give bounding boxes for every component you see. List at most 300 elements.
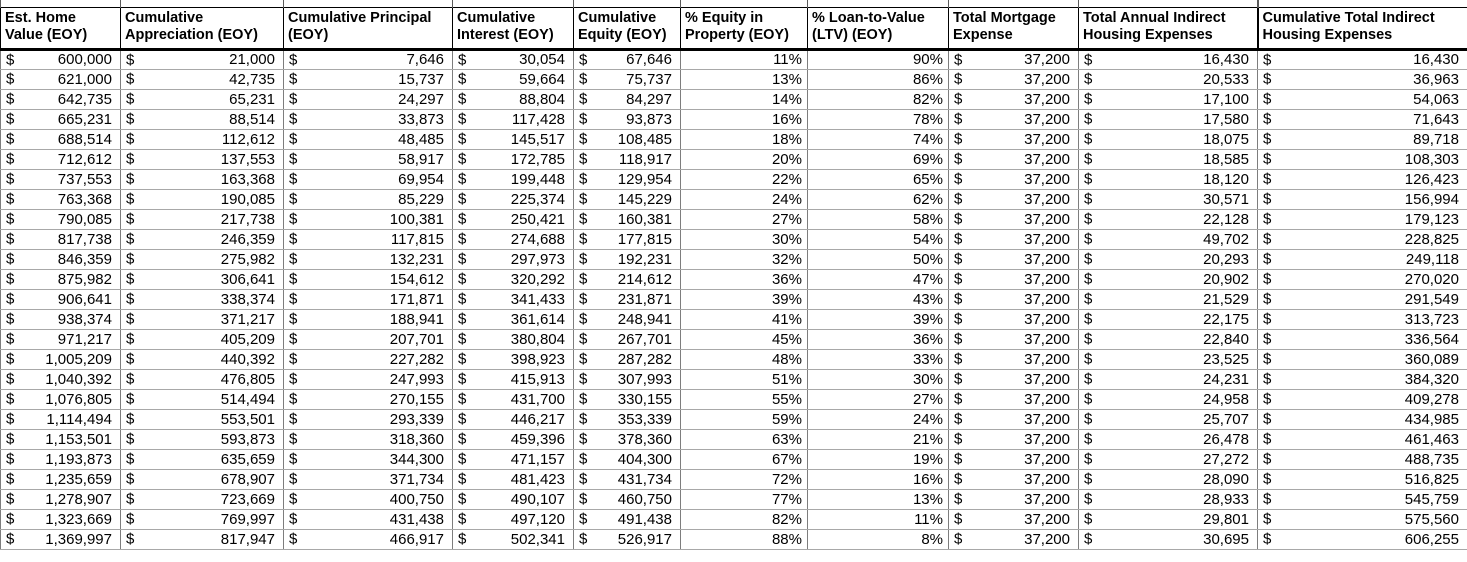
cell-pct_equity[interactable]: 55% [681, 389, 808, 409]
column-header-cum-interest[interactable]: Cumulative Interest (EOY) [453, 7, 574, 49]
cell-cum_principal[interactable] [284, 289, 453, 309]
cell-cum_interest[interactable] [453, 89, 574, 109]
cell-cum_appreciation[interactable] [121, 149, 284, 169]
cell-cum_equity[interactable] [574, 349, 681, 369]
cell-cum_appreciation[interactable] [121, 309, 284, 329]
cell-cum_equity[interactable] [574, 229, 681, 249]
cell-value: 274,688 [510, 230, 565, 248]
cell-pct_equity[interactable]: 20% [681, 149, 808, 169]
cell-home_value[interactable] [1, 69, 121, 89]
cell-cum_total_indirect[interactable] [1258, 309, 1467, 329]
cell-home_value[interactable] [1, 169, 121, 189]
cell-pct_equity[interactable]: 59% [681, 409, 808, 429]
cell-cum_appreciation[interactable] [121, 209, 284, 229]
column-header-pct-ltv[interactable]: % Loan-to-Value (LTV) (EOY) [808, 7, 949, 49]
cell-cum_appreciation[interactable] [121, 509, 284, 529]
cell-total_annual_indirect[interactable] [1079, 389, 1258, 409]
cell-total_mortgage_expense[interactable] [949, 69, 1079, 89]
cell-cum_appreciation[interactable] [121, 229, 284, 249]
column-header-pct-equity[interactable]: % Equity in Property (EOY) [681, 7, 808, 49]
cell-cum_total_indirect[interactable] [1258, 209, 1467, 229]
cell-cum_interest[interactable] [453, 189, 574, 209]
cell-home_value[interactable] [1, 449, 121, 469]
cell-cum_equity[interactable] [574, 49, 681, 69]
column-header-cum-appreciation[interactable]: Cumulative Appreciation (EOY) [121, 7, 284, 49]
cell-total_mortgage_expense[interactable] [949, 149, 1079, 169]
cell-cum_appreciation[interactable] [121, 349, 284, 369]
cell-pct_equity[interactable]: 82% [681, 509, 808, 529]
cell-cum_equity[interactable] [574, 89, 681, 109]
cell-total_mortgage_expense[interactable] [949, 109, 1079, 129]
cell-cum_appreciation[interactable] [121, 89, 284, 109]
cell-cum_interest[interactable] [453, 449, 574, 469]
currency-symbol: $ [458, 90, 467, 108]
cell-cum_total_indirect[interactable] [1258, 109, 1467, 129]
cell-value: 25,707 [1203, 410, 1249, 428]
cell-cum_interest[interactable] [453, 149, 574, 169]
cell-cum_interest[interactable] [453, 509, 574, 529]
cell-cum_total_indirect[interactable] [1258, 409, 1467, 429]
gridline-stub [121, 0, 284, 7]
cell-pct_ltv[interactable]: 78% [808, 109, 949, 129]
cell-cum_appreciation[interactable] [121, 249, 284, 269]
cell-total_mortgage_expense[interactable] [949, 209, 1079, 229]
cell-total_mortgage_expense[interactable] [949, 169, 1079, 189]
gridline-stub [1258, 0, 1467, 7]
cell-cum_interest[interactable] [453, 289, 574, 309]
cell-value: 635,659 [220, 450, 275, 468]
cell-cum_appreciation[interactable] [121, 269, 284, 289]
cell-total_mortgage_expense[interactable] [949, 409, 1079, 429]
currency-symbol: $ [579, 150, 588, 168]
cell-cum_total_indirect[interactable] [1258, 169, 1467, 189]
cell-cum_total_indirect[interactable] [1258, 49, 1467, 69]
cell-total_mortgage_expense[interactable] [949, 329, 1079, 349]
cell-total_mortgage_expense[interactable] [949, 509, 1079, 529]
cell-cum_principal[interactable] [284, 229, 453, 249]
cell-value: 67,646 [626, 51, 672, 69]
cell-cum_principal[interactable] [284, 429, 453, 449]
cell-cum_appreciation[interactable] [121, 129, 284, 149]
cell-total_mortgage_expense[interactable] [949, 89, 1079, 109]
cell-pct_equity[interactable]: 63% [681, 429, 808, 449]
cell-cum_equity[interactable] [574, 249, 681, 269]
cell-cum_principal[interactable] [284, 309, 453, 329]
cell-total_annual_indirect[interactable] [1079, 429, 1258, 449]
cell-total_mortgage_expense[interactable] [949, 269, 1079, 289]
currency-symbol: $ [126, 310, 135, 328]
cell-pct_ltv[interactable]: 19% [808, 449, 949, 469]
cell-pct_ltv[interactable]: 47% [808, 269, 949, 289]
cell-cum_principal[interactable] [284, 69, 453, 89]
cell-cum_interest[interactable] [453, 69, 574, 89]
cell-cum_appreciation[interactable] [121, 329, 284, 349]
cell-cum_principal[interactable] [284, 349, 453, 369]
cell-cum_principal[interactable] [284, 369, 453, 389]
cell-total_annual_indirect[interactable] [1079, 489, 1258, 509]
cell-cum_principal[interactable] [284, 409, 453, 429]
cell-cum_total_indirect[interactable] [1258, 69, 1467, 89]
cell-home_value[interactable] [1, 349, 121, 369]
table-row [1, 309, 1467, 329]
cell-pct_ltv[interactable]: 62% [808, 189, 949, 209]
cell-cum_interest[interactable] [453, 349, 574, 369]
cell-cum_principal[interactable] [284, 329, 453, 349]
cell-cum_appreciation[interactable] [121, 69, 284, 89]
currency-symbol: $ [289, 310, 298, 328]
cell-value: 306,641 [220, 270, 275, 288]
cell-cum_total_indirect[interactable] [1258, 509, 1467, 529]
cell-cum_principal[interactable] [284, 509, 453, 529]
cell-cum_interest[interactable] [453, 429, 574, 449]
cell-cum_appreciation[interactable] [121, 369, 284, 389]
cell-total_mortgage_expense[interactable] [949, 489, 1079, 509]
cell-cum_total_indirect[interactable] [1258, 489, 1467, 509]
cell-home_value[interactable] [1, 229, 121, 249]
currency-symbol: $ [458, 310, 467, 328]
cell-total_annual_indirect[interactable] [1079, 169, 1258, 189]
cell-cum_equity[interactable] [574, 529, 681, 549]
cell-total_mortgage_expense[interactable] [949, 429, 1079, 449]
cell-home_value[interactable] [1, 529, 121, 549]
cell-total_annual_indirect[interactable] [1079, 229, 1258, 249]
cell-cum_interest[interactable] [453, 329, 574, 349]
cell-cum_principal[interactable] [284, 149, 453, 169]
cell-total_annual_indirect[interactable] [1079, 109, 1258, 129]
cell-total_mortgage_expense[interactable] [949, 49, 1079, 69]
currency-symbol: $ [579, 270, 588, 288]
cell-cum_interest[interactable] [453, 209, 574, 229]
cell-cum_appreciation[interactable] [121, 389, 284, 409]
currency-symbol: $ [1263, 470, 1272, 488]
column-header-cum-total-indirect[interactable]: Cumulative Total Indirect Housing Expenses [1258, 7, 1467, 49]
currency-symbol: $ [126, 70, 135, 88]
cell-total_annual_indirect[interactable] [1079, 509, 1258, 529]
currency-symbol: $ [6, 230, 15, 248]
cell-pct_equity[interactable]: 72% [681, 469, 808, 489]
column-header-total-mortgage-expense[interactable]: Total Mortgage Expense [949, 7, 1079, 49]
cell-value: 69,954 [398, 170, 444, 188]
cell-total_mortgage_expense[interactable] [949, 129, 1079, 149]
cell-total_annual_indirect[interactable] [1079, 469, 1258, 489]
cell-cum_interest[interactable] [453, 409, 574, 429]
cell-home_value[interactable] [1, 369, 121, 389]
cell-cum_equity[interactable] [574, 509, 681, 529]
cell-total_mortgage_expense[interactable] [949, 449, 1079, 469]
cell-cum_principal[interactable] [284, 469, 453, 489]
currency-symbol: $ [458, 410, 467, 428]
cell-pct_ltv[interactable]: 54% [808, 229, 949, 249]
cell-cum_principal[interactable] [284, 249, 453, 269]
column-header-home-value[interactable]: Est. Home Value (EOY) [1, 7, 121, 49]
cell-value: 906,641 [57, 290, 112, 308]
cell-cum_equity[interactable] [574, 469, 681, 489]
cell-pct_equity[interactable]: 39% [681, 289, 808, 309]
cell-pct_ltv[interactable]: 82% [808, 89, 949, 109]
cell-cum_principal[interactable] [284, 209, 453, 229]
cell-cum_interest[interactable] [453, 309, 574, 329]
cell-total_annual_indirect[interactable] [1079, 269, 1258, 289]
cell-value: 37,200 [1024, 510, 1070, 528]
cell-pct_equity[interactable]: 41% [681, 309, 808, 329]
cell-value: 117,815 [390, 230, 444, 248]
cell-home_value[interactable] [1, 109, 121, 129]
cell-total_annual_indirect[interactable] [1079, 289, 1258, 309]
cell-cum_interest[interactable] [453, 129, 574, 149]
cell-cum_equity[interactable] [574, 189, 681, 209]
cell-home_value[interactable] [1, 189, 121, 209]
cell-cum_total_indirect[interactable] [1258, 249, 1467, 269]
cell-cum_appreciation[interactable] [121, 449, 284, 469]
cell-total_mortgage_expense[interactable] [949, 289, 1079, 309]
cell-pct_ltv[interactable]: 16% [808, 469, 949, 489]
cell-cum_interest[interactable] [453, 489, 574, 509]
cell-pct_equity[interactable]: 45% [681, 329, 808, 349]
cell-cum_total_indirect[interactable] [1258, 149, 1467, 169]
cell-total_annual_indirect[interactable] [1079, 249, 1258, 269]
cell-pct_ltv[interactable]: 65% [808, 169, 949, 189]
cell-cum_interest[interactable] [453, 169, 574, 189]
cell-cum_interest[interactable] [453, 529, 574, 549]
cell-home_value[interactable] [1, 49, 121, 69]
cell-pct_ltv[interactable]: 86% [808, 69, 949, 89]
cell-total_mortgage_expense[interactable] [949, 309, 1079, 329]
cell-cum_equity[interactable] [574, 289, 681, 309]
cell-total_mortgage_expense[interactable] [949, 249, 1079, 269]
cell-home_value[interactable] [1, 249, 121, 269]
cell-pct_equity[interactable]: 11% [681, 49, 808, 69]
cell-cum_total_indirect[interactable] [1258, 269, 1467, 289]
cell-value: 400,750 [389, 490, 444, 508]
cell-cum_appreciation[interactable] [121, 289, 284, 309]
currency-symbol: $ [954, 350, 963, 368]
cell-cum_equity[interactable] [574, 489, 681, 509]
cell-cum_total_indirect[interactable] [1258, 189, 1467, 209]
cell-cum_total_indirect[interactable] [1258, 529, 1467, 549]
cell-value: 37,200 [1024, 130, 1070, 148]
cell-cum_appreciation[interactable] [121, 189, 284, 209]
cell-total_annual_indirect[interactable] [1079, 309, 1258, 329]
cell-cum_equity[interactable] [574, 309, 681, 329]
cell-cum_principal[interactable] [284, 129, 453, 149]
cell-cum_appreciation[interactable] [121, 109, 284, 129]
cell-cum_appreciation[interactable] [121, 409, 284, 429]
cell-pct_ltv[interactable]: 27% [808, 389, 949, 409]
cell-pct_equity[interactable]: 51% [681, 369, 808, 389]
table-row [1, 529, 1467, 549]
cell-home_value[interactable] [1, 409, 121, 429]
cell-cum_equity[interactable] [574, 369, 681, 389]
cell-home_value[interactable] [1, 309, 121, 329]
cell-cum_total_indirect[interactable] [1258, 469, 1467, 489]
cell-cum_equity[interactable] [574, 69, 681, 89]
cell-total_annual_indirect[interactable] [1079, 349, 1258, 369]
cell-total_mortgage_expense[interactable] [949, 229, 1079, 249]
cell-cum_interest[interactable] [453, 229, 574, 249]
cell-pct_equity[interactable]: 22% [681, 169, 808, 189]
cell-cum_principal[interactable] [284, 489, 453, 509]
cell-cum_principal[interactable] [284, 89, 453, 109]
cell-total_annual_indirect[interactable] [1079, 449, 1258, 469]
cell-pct_ltv[interactable]: 90% [808, 49, 949, 69]
cell-pct_ltv[interactable]: 58% [808, 209, 949, 229]
currency-symbol: $ [579, 310, 588, 328]
cell-cum_interest[interactable] [453, 249, 574, 269]
cell-home_value[interactable] [1, 269, 121, 289]
cell-cum_principal[interactable] [284, 529, 453, 549]
cell-total_annual_indirect[interactable] [1079, 369, 1258, 389]
cell-cum_total_indirect[interactable] [1258, 389, 1467, 409]
cell-pct_equity[interactable]: 18% [681, 129, 808, 149]
cell-pct_ltv[interactable]: 69% [808, 149, 949, 169]
cell-cum_principal[interactable] [284, 109, 453, 129]
cell-cum_equity[interactable] [574, 269, 681, 289]
cell-pct_ltv[interactable]: 33% [808, 349, 949, 369]
cell-cum_appreciation[interactable] [121, 489, 284, 509]
cell-pct_equity[interactable]: 48% [681, 349, 808, 369]
cell-total_annual_indirect[interactable] [1079, 129, 1258, 149]
cell-home_value[interactable] [1, 149, 121, 169]
cell-cum_equity[interactable] [574, 329, 681, 349]
cell-cum_total_indirect[interactable] [1258, 449, 1467, 469]
cell-home_value[interactable] [1, 209, 121, 229]
cell-pct_ltv[interactable]: 39% [808, 309, 949, 329]
cell-cum_interest[interactable] [453, 49, 574, 69]
currency-symbol: $ [126, 110, 135, 128]
cell-home_value[interactable] [1, 489, 121, 509]
cell-cum_equity[interactable] [574, 109, 681, 129]
cell-total_annual_indirect[interactable] [1079, 89, 1258, 109]
cell-cum_principal[interactable] [284, 49, 453, 69]
cell-total_annual_indirect[interactable] [1079, 149, 1258, 169]
cell-total_mortgage_expense[interactable] [949, 469, 1079, 489]
cell-home_value[interactable] [1, 129, 121, 149]
cell-cum_appreciation[interactable] [121, 49, 284, 69]
cell-total_annual_indirect[interactable] [1079, 49, 1258, 69]
cell-cum_principal[interactable] [284, 449, 453, 469]
cell-pct_ltv[interactable]: 50% [808, 249, 949, 269]
cell-pct_ltv[interactable]: 36% [808, 329, 949, 349]
cell-cum_total_indirect[interactable] [1258, 349, 1467, 369]
cell-pct_ltv[interactable]: 21% [808, 429, 949, 449]
cell-home_value[interactable] [1, 389, 121, 409]
cell-home_value[interactable] [1, 469, 121, 489]
cell-cum_principal[interactable] [284, 169, 453, 189]
cell-total_mortgage_expense[interactable] [949, 529, 1079, 549]
cell-home_value[interactable] [1, 89, 121, 109]
cell-pct_ltv[interactable]: 11% [808, 509, 949, 529]
cell-cum_equity[interactable] [574, 129, 681, 149]
cell-pct_equity[interactable]: 27% [681, 209, 808, 229]
cell-total_annual_indirect[interactable] [1079, 529, 1258, 549]
cell-pct_equity[interactable]: 32% [681, 249, 808, 269]
currency-symbol: $ [1084, 170, 1093, 188]
cell-pct_ltv[interactable]: 8% [808, 529, 949, 549]
cell-cum_principal[interactable] [284, 269, 453, 289]
currency-symbol: $ [458, 170, 467, 188]
cell-cum_total_indirect[interactable] [1258, 369, 1467, 389]
cell-pct_ltv[interactable]: 74% [808, 129, 949, 149]
column-header-cum-equity[interactable]: Cumulative Equity (EOY) [574, 7, 681, 49]
cell-cum_appreciation[interactable] [121, 169, 284, 189]
cell-cum_appreciation[interactable] [121, 469, 284, 489]
cell-pct_equity[interactable]: 24% [681, 189, 808, 209]
cell-pct_equity[interactable]: 16% [681, 109, 808, 129]
cell-total_annual_indirect[interactable] [1079, 189, 1258, 209]
cell-total_mortgage_expense[interactable] [949, 349, 1079, 369]
cell-total_mortgage_expense[interactable] [949, 189, 1079, 209]
cell-total_annual_indirect[interactable] [1079, 329, 1258, 349]
cell-pct_equity[interactable]: 67% [681, 449, 808, 469]
cell-pct_equity[interactable]: 14% [681, 89, 808, 109]
cell-cum_interest[interactable] [453, 369, 574, 389]
cell-cum_appreciation[interactable] [121, 429, 284, 449]
cell-pct_equity[interactable]: 30% [681, 229, 808, 249]
cell-pct_equity[interactable]: 77% [681, 489, 808, 509]
cell-cum_interest[interactable] [453, 389, 574, 409]
cell-cum_equity[interactable] [574, 169, 681, 189]
cell-cum_interest[interactable] [453, 469, 574, 489]
currency-symbol: $ [289, 410, 298, 428]
cell-home_value[interactable] [1, 509, 121, 529]
cell-pct_ltv[interactable]: 43% [808, 289, 949, 309]
cell-value: 293,339 [389, 410, 444, 428]
table-row [1, 369, 1467, 389]
cell-value: 21,000 [229, 51, 275, 69]
cell-total_annual_indirect[interactable] [1079, 69, 1258, 89]
cell-cum_equity[interactable] [574, 209, 681, 229]
cell-cum_equity[interactable] [574, 449, 681, 469]
cell-total_mortgage_expense[interactable] [949, 369, 1079, 389]
cell-cum_principal[interactable] [284, 189, 453, 209]
cell-cum_total_indirect[interactable] [1258, 429, 1467, 449]
cell-pct_equity[interactable]: 13% [681, 69, 808, 89]
cell-cum_total_indirect[interactable] [1258, 289, 1467, 309]
cell-home_value[interactable] [1, 429, 121, 449]
cell-total_mortgage_expense[interactable] [949, 389, 1079, 409]
cell-pct_equity[interactable]: 88% [681, 529, 808, 549]
cell-total_annual_indirect[interactable] [1079, 409, 1258, 429]
cell-cum_total_indirect[interactable] [1258, 89, 1467, 109]
cell-home_value[interactable] [1, 289, 121, 309]
cell-value: 318,360 [389, 430, 444, 448]
cell-pct_ltv[interactable]: 24% [808, 409, 949, 429]
cell-cum_appreciation[interactable] [121, 529, 284, 549]
cell-pct_equity[interactable]: 36% [681, 269, 808, 289]
cell-value: 37,200 [1024, 530, 1070, 548]
cell-cum_principal[interactable] [284, 389, 453, 409]
currency-symbol: $ [6, 450, 15, 468]
cell-cum_interest[interactable] [453, 109, 574, 129]
cell-total_annual_indirect[interactable] [1079, 209, 1258, 229]
cell-pct_ltv[interactable]: 30% [808, 369, 949, 389]
cell-home_value[interactable] [1, 329, 121, 349]
cell-cum_total_indirect[interactable] [1258, 329, 1467, 349]
cell-cum_total_indirect[interactable] [1258, 229, 1467, 249]
column-header-total-annual-indirect[interactable]: Total Annual Indirect Housing Expenses [1079, 7, 1258, 49]
cell-cum_equity[interactable] [574, 429, 681, 449]
cell-cum_total_indirect[interactable] [1258, 129, 1467, 149]
table-row [1, 329, 1467, 349]
currency-symbol: $ [126, 330, 135, 348]
cell-cum_equity[interactable] [574, 389, 681, 409]
cell-cum_equity[interactable] [574, 149, 681, 169]
cell-value: 471,157 [510, 450, 565, 468]
cell-cum_interest[interactable] [453, 269, 574, 289]
column-header-cum-principal[interactable]: Cumulative Principal (EOY) [284, 7, 453, 49]
cell-cum_equity[interactable] [574, 409, 681, 429]
cell-pct_ltv[interactable]: 13% [808, 489, 949, 509]
